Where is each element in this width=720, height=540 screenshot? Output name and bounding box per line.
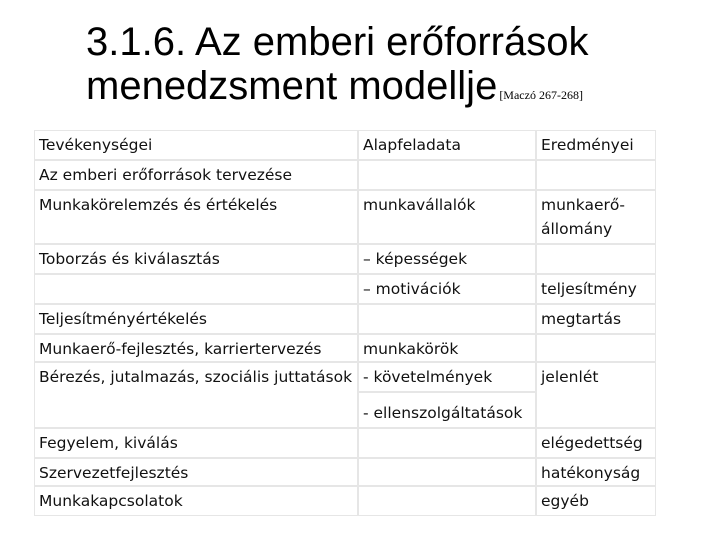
result-empty-3 <box>536 334 656 362</box>
result-retention: megtartás <box>536 304 656 334</box>
activity-relations: Munkakapcsolatok <box>34 486 358 516</box>
title-line-2 <box>86 64 706 108</box>
activity-org-development: Szervezetfejlesztés <box>34 458 358 486</box>
title-line-2-text: menedzsment modellje <box>86 64 498 108</box>
header-basic-task: Alapfeladata <box>358 130 536 160</box>
task-motivations: – motivációk <box>358 274 536 304</box>
result-attendance: jelenlét <box>536 362 656 428</box>
task-empty-1 <box>358 160 536 190</box>
header-results: Eredményei <box>536 130 656 160</box>
task-compensations: - ellenszolgáltatások <box>358 392 536 428</box>
task-requirements: - követelmények <box>358 362 536 392</box>
task-abilities: – képességek <box>358 244 536 274</box>
activity-development: Munkaerő-fejlesztés, karriertervezés <box>34 334 358 362</box>
result-other: egyéb <box>536 486 656 516</box>
slide-title <box>86 20 706 108</box>
activity-empty <box>34 274 358 304</box>
task-empty-3 <box>358 428 536 458</box>
title-line-1: 3.1.6. Az emberi erőforrások <box>86 20 589 64</box>
result-empty-1 <box>536 160 656 190</box>
task-employees: munkavállalók <box>358 190 536 244</box>
activity-recruitment: Toborzás és kiválasztás <box>34 244 358 274</box>
title-reference: [Maczó 267-268] <box>499 88 583 102</box>
task-empty-2 <box>358 304 536 334</box>
result-workforce: munkaerő-állomány <box>536 190 656 244</box>
result-satisfaction: elégedettség <box>536 428 656 458</box>
activity-planning: Az emberi erőforrások tervezése <box>34 160 358 190</box>
task-empty-4 <box>358 458 536 486</box>
activity-performance: Teljesítményértékelés <box>34 304 358 334</box>
result-empty-2 <box>536 244 656 274</box>
task-jobs: munkakörök <box>358 334 536 362</box>
activity-job-analysis: Munkakörelemzés és értékelés <box>34 190 358 244</box>
header-activities: Tevékenységei <box>34 130 358 160</box>
activity-compensation: Bérezés, jutalmazás, szociális juttatások <box>34 362 358 428</box>
result-efficiency: hatékonyság <box>536 458 656 486</box>
result-performance: teljesítmény <box>536 274 656 304</box>
task-empty-5 <box>358 486 536 516</box>
activity-discipline: Fegyelem, kiválás <box>34 428 358 458</box>
